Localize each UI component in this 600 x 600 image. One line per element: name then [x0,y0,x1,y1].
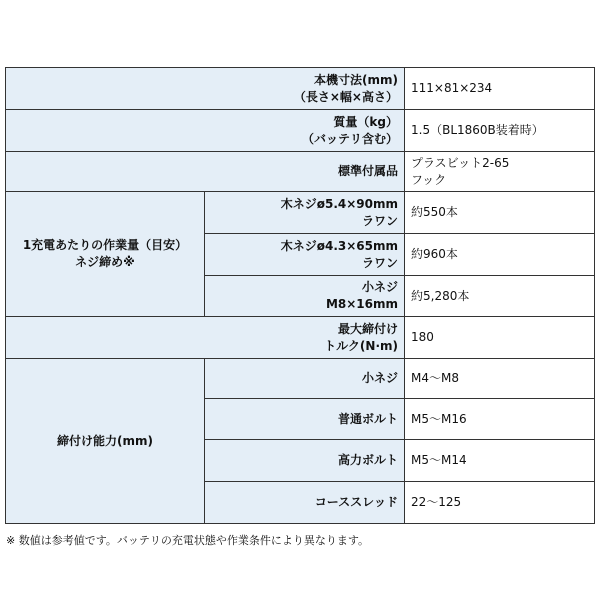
capacity-high-strength-bolt-value: M5～M14 [405,440,595,482]
dimensions-label: 本機寸法(mm) （長さ×幅×高さ） [6,68,405,110]
capacity-machine-screw-value: M4～M8 [405,359,595,399]
work-per-charge-group-label: 1充電あたりの作業量（目安） ネジ締め※ [6,192,205,317]
row-max-torque [6,317,595,359]
row-mass [6,110,595,152]
wood-screw-65-value: 約960本 [405,234,595,276]
accessories-label: 標準付属品 [6,152,405,192]
machine-screw-label: 小ネジ M8×16mm [205,276,405,317]
mass-label: 質量（kg） （バッテリ含む） [6,110,405,152]
row-capacity-machine-screw [6,359,595,399]
wood-screw-90-value: 約550本 [405,192,595,234]
max-torque-label: 最大締付け トルク(N·m) [6,317,405,359]
accessories-value: プラスビット2-65 フック [405,152,595,192]
row-accessories [6,152,595,192]
capacity-standard-bolt-label: 普通ボルト [205,399,405,440]
footnote: ※ 数値は参考値です。バッテリの充電状態や作業条件により異なります。 [6,534,369,547]
capacity-coarse-thread-label: コーススレッド [205,482,405,524]
capacity-coarse-thread-value: 22～125 [405,482,595,524]
wood-screw-65-label: 木ネジø4.3×65mm ラワン [205,234,405,276]
wood-screw-90-label: 木ネジø5.4×90mm ラワン [205,192,405,234]
max-torque-value: 180 [405,317,595,359]
capacity-machine-screw-label: 小ネジ [205,359,405,399]
machine-screw-value: 約5,280本 [405,276,595,317]
dimensions-value: 111×81×234 [405,68,595,110]
row-wood-screw-90 [6,192,595,234]
capacity-high-strength-bolt-label: 高力ボルト [205,440,405,482]
capacity-standard-bolt-value: M5～M16 [405,399,595,440]
mass-value: 1.5（BL1860B装着時） [405,110,595,152]
row-dimensions [6,68,595,110]
spec-table [5,67,595,524]
fastening-capacity-group-label: 締付け能力(mm) [6,359,205,524]
